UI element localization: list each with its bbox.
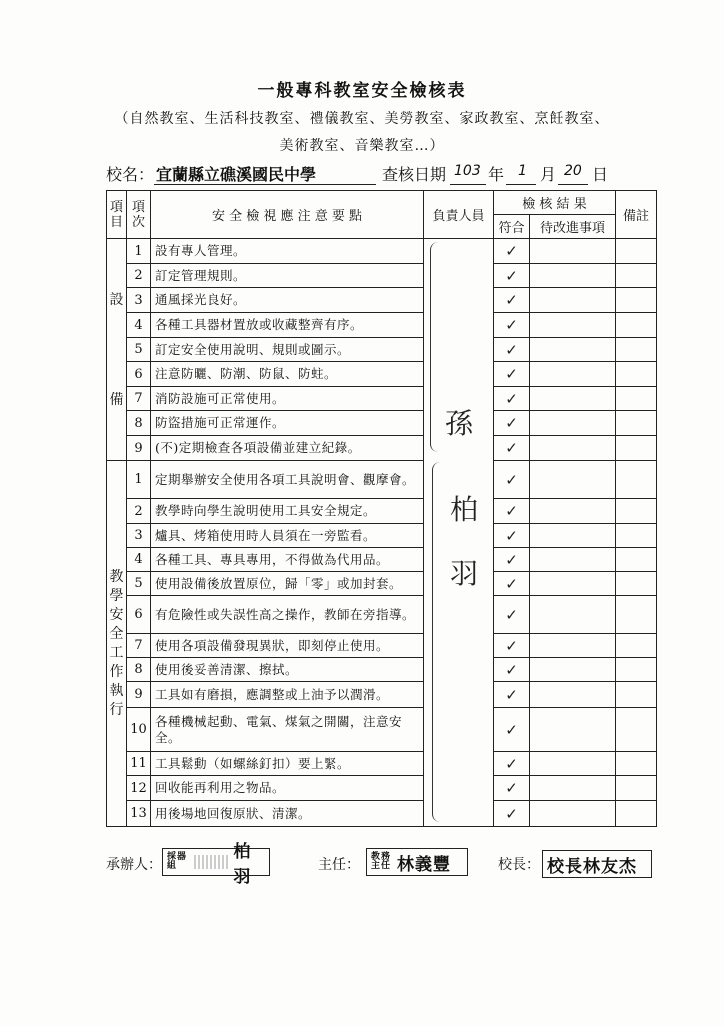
- seq-cell: 11: [127, 752, 151, 776]
- check-mark: ✓: [494, 411, 530, 436]
- table-row: [107, 313, 657, 338]
- fix-cell: [530, 411, 616, 436]
- note-cell: [616, 596, 657, 634]
- fix-cell: [530, 436, 616, 461]
- fix-cell: [530, 239, 616, 264]
- point-cell: 工具鬆動（如螺絲釘扣）要上緊。: [151, 752, 424, 776]
- check-mark: ✓: [494, 264, 530, 288]
- table-row: [107, 461, 657, 499]
- note-cell: [616, 436, 657, 461]
- table-row: [107, 239, 657, 264]
- note-cell: [616, 658, 657, 682]
- note-cell: [616, 362, 657, 387]
- seq-cell: 4: [127, 548, 151, 572]
- note-cell: [616, 313, 657, 338]
- table-row: [107, 708, 657, 752]
- table-row: [107, 387, 657, 411]
- inspection-date-label: 查核日期: [382, 165, 447, 184]
- fix-cell: [530, 387, 616, 411]
- director-label: 主任：: [318, 857, 360, 873]
- table-header-row: [107, 191, 657, 215]
- seq-cell: 12: [127, 776, 151, 801]
- school-name-underline: [154, 184, 376, 185]
- point-cell: 定期舉辦安全使用各項工具說明會、觀摩會。: [151, 461, 424, 499]
- note-cell: [616, 572, 657, 596]
- fix-cell: [530, 776, 616, 801]
- director-stamp: [366, 848, 468, 876]
- check-mark: ✓: [494, 461, 530, 499]
- check-mark: ✓: [494, 524, 530, 548]
- fix-cell: [530, 752, 616, 776]
- handler-label: 承辦人：: [106, 857, 162, 873]
- table-row: [107, 264, 657, 288]
- table-row: [107, 338, 657, 362]
- fix-cell: [530, 708, 616, 752]
- check-mark: ✓: [494, 239, 530, 264]
- header-fix: 待改進事項: [530, 215, 616, 239]
- handwritten-bracket: [432, 462, 443, 822]
- note-cell: [616, 682, 657, 708]
- table-row: [107, 596, 657, 634]
- note-cell: [616, 338, 657, 362]
- check-mark: ✓: [494, 572, 530, 596]
- day-underline: [558, 184, 588, 185]
- check-mark: ✓: [494, 313, 530, 338]
- fix-cell: [530, 596, 616, 634]
- director-stamp-title: 教務主任: [371, 852, 392, 871]
- point-cell: 爐具、烤箱使用時人員須在一旁監看。: [151, 524, 424, 548]
- point-cell: 防盜措施可正常運作。: [151, 411, 424, 436]
- point-cell: 通風採光良好。: [151, 288, 424, 313]
- table-row: [107, 548, 657, 572]
- table-row: [107, 499, 657, 524]
- point-cell: 工具如有磨損，應調整或上油予以潤滑。: [151, 682, 424, 708]
- fix-cell: [530, 682, 616, 708]
- check-mark: ✓: [494, 776, 530, 801]
- table-row: [107, 776, 657, 801]
- check-mark: ✓: [494, 387, 530, 411]
- note-cell: [616, 411, 657, 436]
- principal-stamp: 校長林友杰: [542, 850, 652, 878]
- note-cell: [616, 264, 657, 288]
- handwritten-responsible-char: 柏: [450, 493, 479, 526]
- seq-cell: 5: [127, 572, 151, 596]
- fix-cell: [530, 801, 616, 827]
- fix-cell: [530, 461, 616, 499]
- fix-cell: [530, 313, 616, 338]
- point-cell: (不)定期檢查各項設備並建立紀錄。: [151, 436, 424, 461]
- note-cell: [616, 776, 657, 801]
- seq-cell: 7: [127, 634, 151, 658]
- handwritten-responsible-char: 羽: [450, 557, 479, 590]
- handwritten-bracket: [430, 242, 441, 452]
- table-row: [107, 634, 657, 658]
- point-cell: 使用各項設備發現異狀，即刻停止使用。: [151, 634, 424, 658]
- fix-cell: [530, 264, 616, 288]
- fix-cell: [530, 338, 616, 362]
- school-info-row: [106, 162, 626, 186]
- check-mark: ✓: [494, 752, 530, 776]
- fix-cell: [530, 572, 616, 596]
- point-cell: 使用設備後放置原位，歸「零」或加封套。: [151, 572, 424, 596]
- year-label: 年: [488, 165, 505, 184]
- note-cell: [616, 387, 657, 411]
- point-cell: 訂定管理規則。: [151, 264, 424, 288]
- date-month: 1: [518, 163, 527, 179]
- point-cell: 有危險性或失誤性高之操作，教師在旁指導。: [151, 596, 424, 634]
- table-row: [107, 288, 657, 313]
- header-ok: 符合: [494, 215, 530, 239]
- seq-cell: 6: [127, 362, 151, 387]
- seq-cell: 7: [127, 387, 151, 411]
- fix-cell: [530, 499, 616, 524]
- table-row: [107, 658, 657, 682]
- table-row: [107, 572, 657, 596]
- seq-cell: 1: [127, 239, 151, 264]
- check-mark: ✓: [494, 338, 530, 362]
- date-day: 20: [564, 163, 582, 179]
- form-subtitle-line2: 美術教室、音樂教室…）: [279, 138, 445, 154]
- check-mark: ✓: [494, 436, 530, 461]
- date-year: 103: [454, 163, 481, 179]
- check-mark: ✓: [494, 288, 530, 313]
- seq-cell: 10: [127, 708, 151, 752]
- check-mark: ✓: [494, 682, 530, 708]
- school-name: 宜蘭縣立礁溪國民中學: [156, 165, 317, 184]
- point-cell: 訂定安全使用說明、規則或圖示。: [151, 338, 424, 362]
- seq-cell: 2: [127, 264, 151, 288]
- point-cell: 回收能再利用之物品。: [151, 776, 424, 801]
- director-name: 林義豐: [397, 854, 451, 875]
- seq-cell: 4: [127, 313, 151, 338]
- fix-cell: [530, 634, 616, 658]
- seq-cell: 8: [127, 411, 151, 436]
- note-cell: [616, 524, 657, 548]
- header-item: 項目: [107, 191, 127, 239]
- inspection-table: [106, 190, 657, 827]
- month-label: 月: [540, 165, 557, 184]
- seq-cell: 8: [127, 658, 151, 682]
- year-underline: [450, 184, 486, 185]
- point-cell: 用後場地回復原狀、清潔。: [151, 801, 424, 827]
- seq-cell: 6: [127, 596, 151, 634]
- seq-cell: 3: [127, 288, 151, 313]
- note-cell: [616, 634, 657, 658]
- header-note: 備註: [616, 191, 657, 239]
- handler-stamp: [162, 842, 270, 887]
- note-cell: [616, 752, 657, 776]
- point-cell: 設有專人管理。: [151, 239, 424, 264]
- seq-cell: 9: [127, 436, 151, 461]
- month-underline: [506, 184, 536, 185]
- day-label: 日: [592, 165, 609, 184]
- table-row: [107, 411, 657, 436]
- point-cell: 各種工具、專具專用，不得做為代用品。: [151, 548, 424, 572]
- seq-cell: 5: [127, 338, 151, 362]
- group-teaching-safety: 教學安全工作執行: [107, 461, 127, 827]
- point-cell: 注意防曬、防潮、防鼠、防蛀。: [151, 362, 424, 387]
- table-row: [107, 752, 657, 776]
- point-cell: 使用後妥善清潔、擦拭。: [151, 658, 424, 682]
- note-cell: [616, 708, 657, 752]
- table-row: [107, 362, 657, 387]
- note-cell: [616, 239, 657, 264]
- seq-cell: 3: [127, 524, 151, 548]
- handler-stamp-title: 採器組: [167, 852, 188, 871]
- point-cell: 消防設施可正常使用。: [151, 387, 424, 411]
- note-cell: [616, 548, 657, 572]
- seq-cell: 1: [127, 461, 151, 499]
- header-responsible: 負責人員: [424, 191, 494, 239]
- check-mark: ✓: [494, 708, 530, 752]
- check-mark: ✓: [494, 499, 530, 524]
- check-mark: ✓: [494, 596, 530, 634]
- handler-name: 柏羽: [233, 842, 252, 887]
- note-cell: [616, 801, 657, 827]
- redacted-mark: [194, 855, 229, 869]
- group-equipment: 設 備: [107, 239, 127, 461]
- header-seq: 項次: [127, 191, 151, 239]
- note-cell: [616, 288, 657, 313]
- header-points: 安 全 檢 視 應 注 意 要 點: [151, 191, 424, 239]
- signature-row: [106, 842, 666, 888]
- table-row: [107, 436, 657, 461]
- table-row: [107, 524, 657, 548]
- school-label: 校名：: [106, 165, 155, 184]
- check-mark: ✓: [494, 634, 530, 658]
- seq-cell: 2: [127, 499, 151, 524]
- fix-cell: [530, 548, 616, 572]
- principal-label: 校長：: [498, 857, 540, 873]
- note-cell: [616, 499, 657, 524]
- point-cell: 各種工具器材置放或收藏整齊有序。: [151, 313, 424, 338]
- note-cell: [616, 461, 657, 499]
- form-title: 一般專科教室安全檢核表: [257, 81, 467, 101]
- check-mark: ✓: [494, 658, 530, 682]
- seq-cell: 9: [127, 682, 151, 708]
- table-row: [107, 801, 657, 827]
- fix-cell: [530, 362, 616, 387]
- check-mark: ✓: [494, 548, 530, 572]
- point-cell: 各種機械起動、電氣、煤氣之開關，注意安全。: [151, 708, 424, 752]
- fix-cell: [530, 524, 616, 548]
- check-mark: ✓: [494, 801, 530, 827]
- fix-cell: [530, 288, 616, 313]
- table-row: [107, 682, 657, 708]
- point-cell: 教學時向學生說明使用工具安全規定。: [151, 499, 424, 524]
- fix-cell: [530, 658, 616, 682]
- handwritten-responsible-char: 孫: [445, 407, 474, 440]
- seq-cell: 13: [127, 801, 151, 827]
- header-result: 檢 核 結 果: [494, 191, 616, 215]
- check-mark: ✓: [494, 362, 530, 387]
- form-subtitle-line1: （自然教室、生活科技教室、禮儀教室、美勞教室、家政教室、烹飪教室、: [114, 111, 610, 127]
